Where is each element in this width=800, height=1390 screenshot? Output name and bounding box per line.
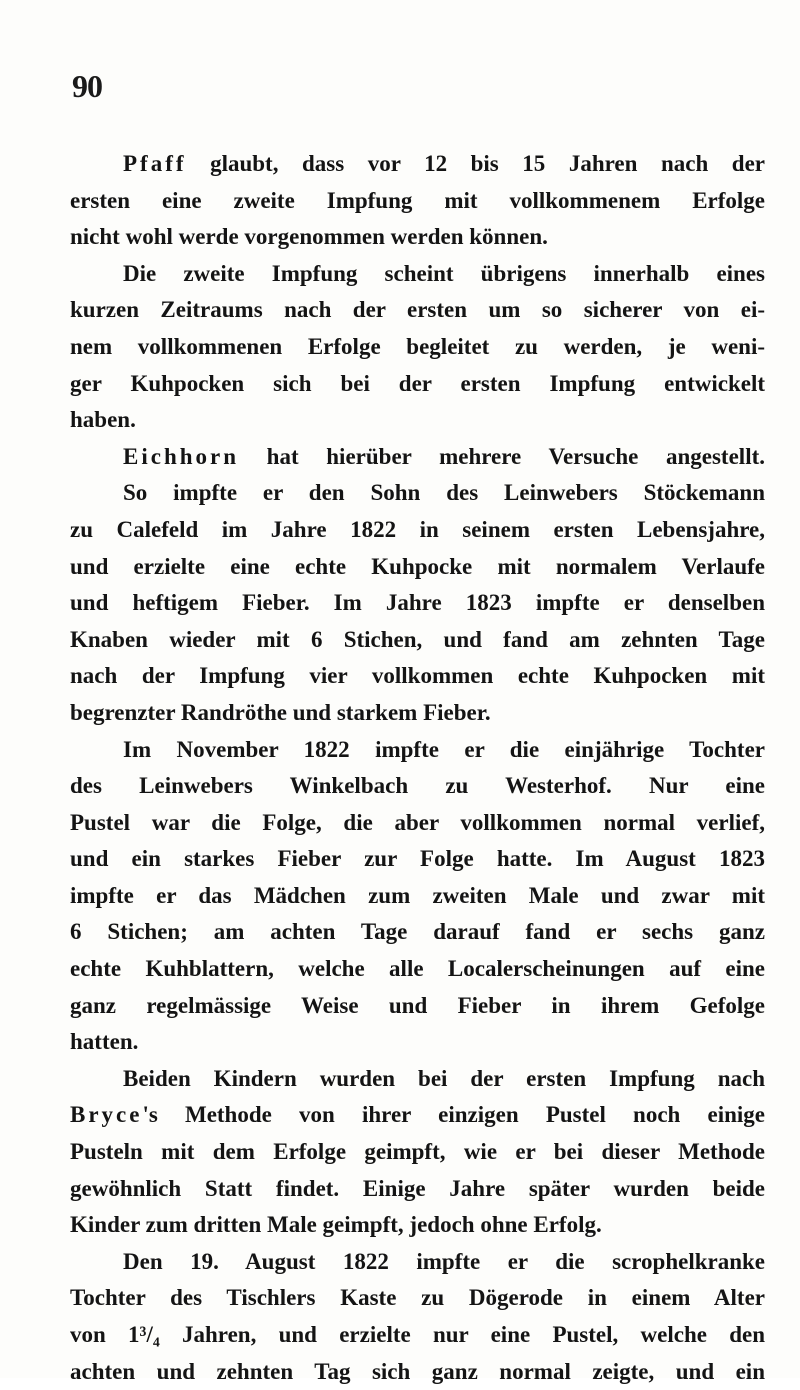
text-line: Kinder zum dritten Male geimpft, jedoch ohne Erfolg. (70, 1212, 602, 1238)
text-line: Den 19. August 1822 impfte er die scrophelkranke (123, 1248, 765, 1274)
body-text (70, 146, 765, 1390)
text-line: Pustel war die Folge, die aber vollkommen normal verlief, (70, 809, 765, 835)
text-line: Pusteln mit dem Erfolge geimpft, wie er bei dieser Methode (70, 1139, 765, 1165)
text-line: Die zweite Impfung scheint übrigens innerhalb eines (123, 260, 765, 286)
text-line: impfte er das Mädchen zum zweiten Male und zwar mit (70, 882, 765, 908)
text-line: Bryce's Methode von ihrer einzigen Pustel noch einige (70, 1102, 765, 1128)
text-line: gewöhnlich Statt findet. Einige Jahre später wurden beide (70, 1175, 765, 1201)
text-line: ganz regelmässige Weise und Fieber in ihrem Gefolge (70, 992, 765, 1018)
text-line: Beiden Kindern wurden bei der ersten Impfung nach (123, 1065, 765, 1091)
text-line: zu Calefeld im Jahre 1822 in seinem ersten Lebensjahre, (70, 516, 765, 542)
text-line: begrenzter Randröthe und starkem Fieber. (70, 699, 491, 725)
text-line: achten und zehnten Tag sich ganz normal zeigte, und ein (70, 1358, 765, 1384)
text-line: Tochter des Tischlers Kaste zu Dögerode in einem Alter (70, 1285, 765, 1311)
text-line: nem vollkommenen Erfolge begleitet zu werden, je weni- (70, 333, 765, 359)
text-line: 6 Stichen; am achten Tage darauf fand er sechs ganz (70, 919, 765, 945)
text-line: echte Kuhblattern, welche alle Localerscheinungen auf eine (70, 956, 765, 982)
text-line: und erzielte eine echte Kuhpocke mit normalem Verlaufe (70, 553, 765, 579)
text-line: nach der Impfung vier vollkommen echte Kuhpocken mit (70, 663, 765, 689)
text-line: und heftigem Fieber. Im Jahre 1823 impfte er denselben (70, 590, 765, 616)
text-line: kurzen Zeitraums nach der ersten um so sicherer von ei- (70, 297, 765, 323)
text-line: ersten eine zweite Impfung mit vollkommenem Erfolge (70, 187, 765, 213)
text-line: Im November 1822 impfte er die einjährige Tochter (123, 736, 765, 762)
text-line: ger Kuhpocken sich bei der ersten Impfung entwickelt (70, 370, 765, 396)
text-line: hatten. (70, 1029, 139, 1055)
text-line: des Leinwebers Winkelbach zu Westerhof. Nur eine (70, 773, 765, 799)
text-line: nicht wohl werde vorgenommen werden können. (70, 224, 548, 250)
text-line: Pfaff glaubt, dass vor 12 bis 15 Jahren nach der (123, 151, 765, 176)
text-line: Eichhorn hat hierüber mehrere Versuche angestellt. (123, 443, 765, 469)
text-line: haben. (70, 407, 136, 433)
text-line: von 1³/₄ Jahren, und erzielte nur eine Pustel, welche den (70, 1322, 765, 1347)
page-number: 90 (72, 68, 102, 104)
text-line: und ein starkes Fieber zur Folge hatte. Im August 1823 (70, 846, 765, 872)
text-line: So impfte er den Sohn des Leinwebers Stöckemann (123, 480, 765, 506)
text-line: Knaben wieder mit 6 Stichen, und fand am zehnten Tage (70, 626, 765, 652)
